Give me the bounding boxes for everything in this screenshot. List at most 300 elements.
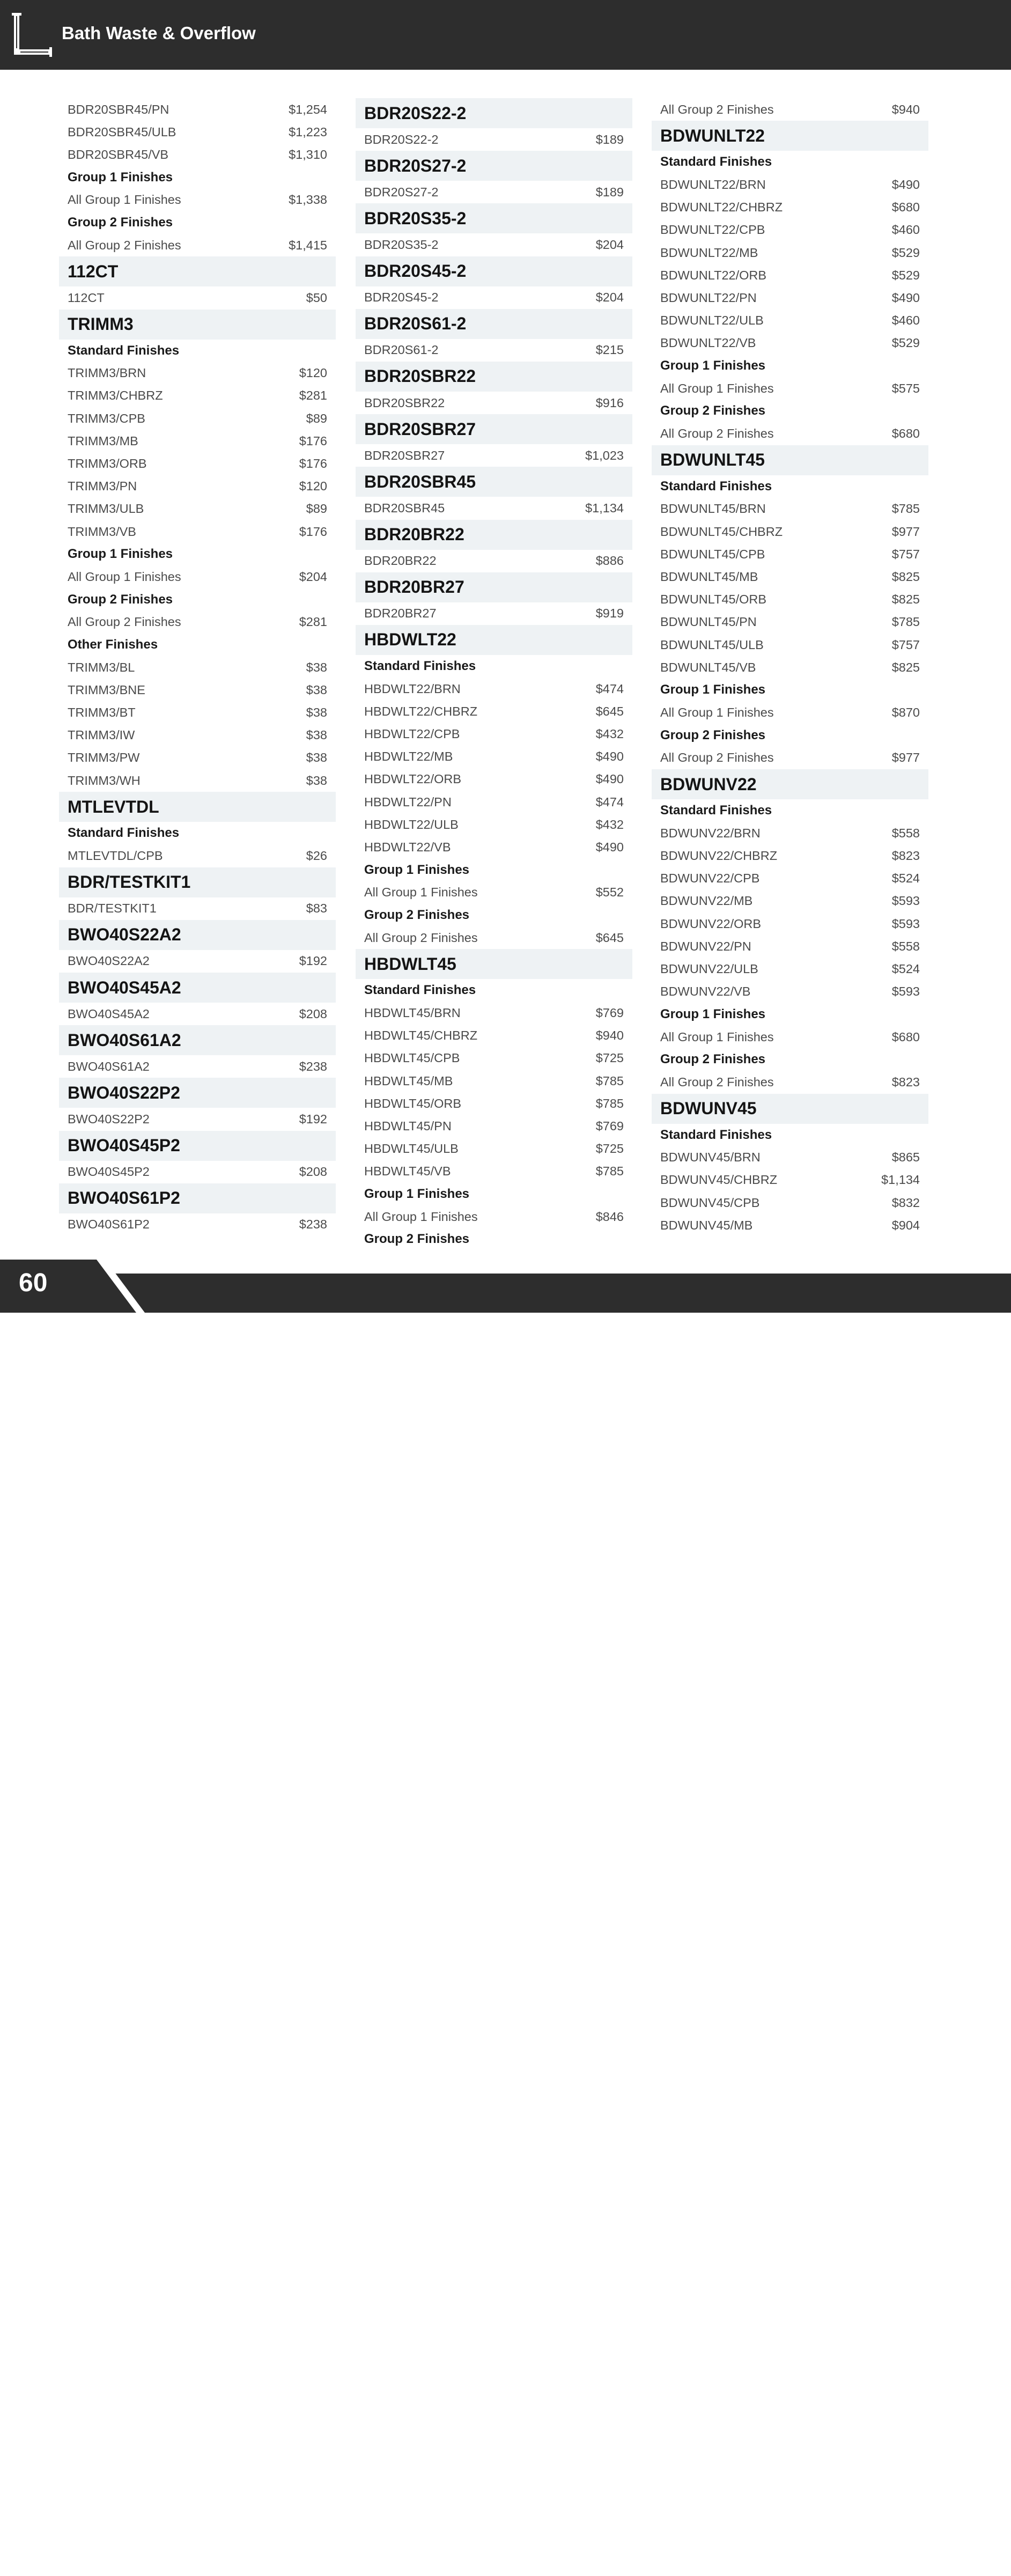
- product-price: $940: [891, 102, 920, 116]
- price-row: [59, 565, 336, 588]
- price-row: [59, 1108, 336, 1130]
- finish-group-heading: Standard Finishes: [660, 1127, 772, 1142]
- finish-group-heading: Group 2 Finishes: [68, 592, 173, 607]
- product-price: $490: [595, 772, 624, 786]
- model-heading: BDWUNLT22: [652, 121, 928, 151]
- product-code: BDWUNLT22/ULB: [660, 313, 764, 328]
- product-code: HBDWLT45/VB: [364, 1164, 451, 1179]
- product-code: All Group 1 Finishes: [364, 885, 478, 900]
- product-price: $490: [595, 840, 624, 854]
- price-row: [652, 98, 928, 121]
- product-code: BDWUNLT22/CPB: [660, 223, 765, 237]
- price-row: [59, 897, 336, 920]
- product-price: $176: [299, 457, 327, 471]
- price-row: [59, 747, 336, 769]
- finish-group-heading: Standard Finishes: [660, 479, 772, 494]
- product-code: TRIMM3/PW: [68, 750, 140, 765]
- price-row: [356, 128, 632, 151]
- finish-group-heading: Group 2 Finishes: [660, 403, 766, 418]
- product-price: $474: [595, 681, 624, 696]
- product-code: HBDWLT45/ULB: [364, 1142, 459, 1156]
- price-row: [652, 565, 928, 588]
- price-row: [356, 1205, 632, 1228]
- price-row: [652, 1191, 928, 1214]
- product-code: TRIMM3/ORB: [68, 457, 147, 471]
- model-heading: BDR20S22-2: [356, 98, 632, 128]
- product-code: All Group 1 Finishes: [68, 193, 181, 207]
- contact-info: [287, 2555, 785, 2576]
- product-price: $1,134: [881, 1173, 920, 1187]
- product-price: $725: [595, 1142, 624, 1156]
- product-code: All Group 2 Finishes: [364, 930, 478, 945]
- price-row: [59, 362, 336, 385]
- price-row: [652, 912, 928, 935]
- product-price: $865: [891, 1150, 920, 1165]
- product-price: $757: [891, 547, 920, 561]
- product-code: BDR20SBR27: [364, 448, 445, 462]
- product-code: BDWUNV22/VB: [660, 984, 751, 999]
- product-price: $176: [299, 433, 327, 448]
- product-code: BDWUNLT22/PN: [660, 290, 757, 305]
- product-code: BDR20SBR45: [364, 501, 445, 515]
- product-code: HBDWLT45/CHBRZ: [364, 1028, 478, 1043]
- product-code: TRIMM3/PN: [68, 479, 137, 494]
- product-price: $919: [595, 606, 624, 621]
- price-row: [59, 385, 336, 407]
- product-code: TRIMM3/BL: [68, 660, 135, 674]
- product-code: BDWUNLT45/ULB: [660, 637, 764, 652]
- product-code: BDWUNLT45/BRN: [660, 502, 766, 516]
- price-row: [59, 121, 336, 143]
- product-code: BDWUNLT22/VB: [660, 336, 756, 350]
- price-row: [356, 881, 632, 904]
- product-code: BDR20BR27: [364, 606, 437, 621]
- model-heading: BDR20S27-2: [356, 151, 632, 181]
- product-price: $192: [299, 954, 327, 968]
- product-code: All Group 2 Finishes: [68, 238, 181, 252]
- product-price: $38: [306, 728, 327, 742]
- price-row: [356, 1160, 632, 1183]
- price-row: [652, 981, 928, 1003]
- product-code: All Group 1 Finishes: [660, 381, 774, 395]
- model-heading: BDWUNV45: [652, 1094, 928, 1124]
- product-price: $904: [891, 1218, 920, 1232]
- product-price: $825: [891, 660, 920, 674]
- finish-group-heading: Standard Finishes: [68, 343, 180, 358]
- price-row: [356, 233, 632, 256]
- footer-email[interactable]: orders@mountainplumbing.com: [565, 2558, 772, 2573]
- page-number: 60: [19, 1269, 48, 1297]
- price-row: [652, 656, 928, 679]
- price-row: [356, 181, 632, 203]
- footer-phone: Phone: 972.456.3273: [287, 2558, 419, 2573]
- product-price: $785: [595, 1096, 624, 1110]
- product-price: $192: [299, 1112, 327, 1126]
- model-heading: BWO40S45P2: [59, 1131, 336, 1161]
- price-row: [59, 498, 336, 520]
- product-price: $38: [306, 773, 327, 787]
- product-price: $238: [299, 1059, 327, 1073]
- product-code: BDR20S61-2: [364, 343, 439, 357]
- price-row: [59, 1003, 336, 1025]
- finish-group-heading: Group 2 Finishes: [364, 1232, 470, 1247]
- price-row: [652, 634, 928, 656]
- product-code: TRIMM3/BT: [68, 705, 136, 720]
- product-price: $38: [306, 705, 327, 720]
- price-row: [356, 286, 632, 309]
- product-price: $886: [595, 554, 624, 568]
- product-price: $204: [299, 569, 327, 584]
- product-code: TRIMM3/ULB: [68, 502, 144, 516]
- price-row: [652, 1026, 928, 1048]
- product-code: All Group 1 Finishes: [68, 569, 181, 584]
- finish-group-heading: Group 1 Finishes: [660, 1006, 766, 1021]
- page-header: [0, 0, 1011, 70]
- product-price: $1,023: [585, 448, 624, 462]
- product-code: BDWUNLT22/ORB: [660, 268, 767, 282]
- product-price: $83: [306, 901, 327, 916]
- product-price: $120: [299, 479, 327, 494]
- product-code: BDWUNV22/PN: [660, 939, 751, 953]
- price-row: [59, 656, 336, 679]
- product-price: $238: [299, 1217, 327, 1232]
- product-code: BDWUNLT22/MB: [660, 245, 758, 260]
- price-column-1: [59, 98, 336, 1236]
- model-heading: BDR20SBR27: [356, 414, 632, 444]
- product-price: $460: [891, 223, 920, 237]
- price-row: [652, 935, 928, 958]
- price-row: [652, 844, 928, 867]
- price-row: [59, 950, 336, 973]
- product-price: $208: [299, 1006, 327, 1021]
- product-code: All Group 1 Finishes: [364, 1209, 478, 1224]
- product-code: All Group 2 Finishes: [660, 1074, 774, 1089]
- product-price: $524: [891, 871, 920, 886]
- price-row: [356, 1092, 632, 1115]
- product-price: $825: [891, 592, 920, 607]
- model-heading: BDR20SBR45: [356, 467, 632, 497]
- price-row: [652, 611, 928, 634]
- finish-group-heading: Standard Finishes: [660, 154, 772, 170]
- model-heading: BWO40S22P2: [59, 1078, 336, 1108]
- product-code: BDWUNLT45/CHBRZ: [660, 524, 783, 539]
- price-row: [356, 678, 632, 700]
- product-code: BDWUNLT22/BRN: [660, 177, 766, 192]
- product-price: $832: [891, 1195, 920, 1210]
- finish-group-heading: Group 2 Finishes: [660, 727, 766, 742]
- finish-group-heading: Group 1 Finishes: [68, 170, 173, 185]
- page-footer: [0, 1274, 1011, 2573]
- product-code: HBDWLT45/MB: [364, 1073, 453, 1088]
- price-row: [356, 444, 632, 467]
- product-code: TRIMM3/WH: [68, 773, 141, 787]
- product-price: $645: [595, 704, 624, 718]
- product-code: HBDWLT45/BRN: [364, 1006, 461, 1020]
- product-price: $823: [891, 1074, 920, 1089]
- price-row: [356, 1115, 632, 1137]
- product-price: $940: [595, 1028, 624, 1043]
- product-code: BDWUNV22/BRN: [660, 826, 761, 840]
- product-code: BWO40S22P2: [68, 1112, 150, 1126]
- price-row: [356, 768, 632, 791]
- product-price: $1,134: [585, 501, 624, 515]
- product-code: TRIMM3/CPB: [68, 411, 145, 425]
- price-row: [356, 602, 632, 625]
- price-row: [356, 926, 632, 949]
- model-heading: BDR20BR27: [356, 572, 632, 602]
- price-row: [652, 890, 928, 912]
- product-code: BDWUNV22/ULB: [660, 961, 758, 976]
- product-code: BDWUNLT45/CPB: [660, 547, 765, 561]
- product-code: TRIMM3/IW: [68, 728, 135, 742]
- finish-group-heading: Group 2 Finishes: [660, 1052, 766, 1067]
- product-price: $785: [891, 502, 920, 516]
- model-heading: HBDWLT22: [356, 625, 632, 655]
- price-row: [652, 196, 928, 219]
- product-code: BDR20SBR22: [364, 395, 445, 410]
- model-heading: BDR/TESTKIT1: [59, 867, 336, 897]
- model-heading: BWO40S61A2: [59, 1025, 336, 1055]
- price-row: [652, 241, 928, 264]
- product-code: BDWUNV22/ORB: [660, 916, 762, 931]
- product-price: $432: [595, 727, 624, 741]
- finish-group-heading: Group 1 Finishes: [364, 862, 470, 877]
- product-code: HBDWLT22/PN: [364, 794, 452, 809]
- price-row: [59, 475, 336, 498]
- product-price: $432: [595, 817, 624, 831]
- price-row: [356, 1138, 632, 1160]
- price-row: [652, 498, 928, 520]
- product-code: BWO40S22A2: [68, 954, 150, 968]
- product-code: TRIMM3/BNE: [68, 682, 145, 697]
- price-row: [59, 234, 336, 256]
- product-price: $189: [595, 132, 624, 146]
- product-price: $529: [891, 268, 920, 282]
- model-heading: HBDWLT45: [356, 949, 632, 979]
- product-price: $26: [306, 849, 327, 863]
- product-code: BDR20BR22: [364, 554, 437, 568]
- price-row: [59, 98, 336, 121]
- price-column-2: [356, 98, 632, 1251]
- product-code: BDR20S45-2: [364, 290, 439, 305]
- price-row: [652, 543, 928, 565]
- price-row: [356, 1070, 632, 1092]
- product-code: BWO40S61A2: [68, 1059, 150, 1073]
- product-code: BDR20SBR45/PN: [68, 102, 169, 116]
- product-price: $208: [299, 1165, 327, 1179]
- price-row: [652, 520, 928, 543]
- product-price: $89: [306, 502, 327, 516]
- finish-group-heading: Group 2 Finishes: [68, 215, 173, 230]
- product-price: $785: [595, 1073, 624, 1088]
- price-row: [59, 1161, 336, 1183]
- product-price: $769: [595, 1006, 624, 1020]
- product-code: HBDWLT22/CHBRZ: [364, 704, 478, 718]
- price-row: [356, 339, 632, 362]
- price-row: [59, 520, 336, 543]
- product-code: HBDWLT22/MB: [364, 749, 453, 764]
- model-heading: TRIMM3: [59, 310, 336, 340]
- product-price: $593: [891, 894, 920, 908]
- product-price: $490: [891, 290, 920, 305]
- product-price: $1,415: [289, 238, 327, 252]
- price-row: [59, 452, 336, 475]
- price-row: [356, 1025, 632, 1047]
- product-code: HBDWLT22/ULB: [364, 817, 459, 831]
- product-price: $680: [891, 200, 920, 215]
- product-code: HBDWLT45/PN: [364, 1119, 452, 1134]
- product-price: $977: [891, 750, 920, 765]
- price-row: [652, 588, 928, 611]
- product-price: $552: [595, 885, 624, 900]
- product-price: $593: [891, 916, 920, 931]
- product-price: $38: [306, 660, 327, 674]
- product-code: HBDWLT22/BRN: [364, 681, 461, 696]
- price-row: [59, 679, 336, 701]
- product-code: All Group 2 Finishes: [660, 750, 774, 765]
- product-price: $460: [891, 313, 920, 328]
- price-row: [652, 286, 928, 309]
- finish-group-heading: Group 2 Finishes: [364, 908, 470, 923]
- price-row: [59, 189, 336, 211]
- finish-group-heading: Standard Finishes: [68, 826, 180, 841]
- product-code: HBDWLT45/ORB: [364, 1096, 462, 1110]
- product-code: All Group 2 Finishes: [68, 615, 181, 629]
- product-price: $645: [595, 930, 624, 945]
- price-row: [356, 700, 632, 723]
- product-code: BDWUNLT45/ORB: [660, 592, 767, 607]
- product-code: BDWUNV45/BRN: [660, 1150, 761, 1165]
- price-row: [652, 1214, 928, 1237]
- product-price: $1,254: [289, 102, 327, 116]
- product-price: $870: [891, 705, 920, 720]
- product-price: $1,310: [289, 147, 327, 161]
- model-heading: 112CT: [59, 256, 336, 286]
- finish-group-heading: Group 1 Finishes: [364, 1187, 470, 1202]
- price-row: [652, 1169, 928, 1191]
- price-row: [356, 813, 632, 836]
- product-code: BDR/TESTKIT1: [68, 901, 157, 916]
- model-heading: BWO40S45A2: [59, 973, 336, 1003]
- price-row: [652, 747, 928, 769]
- model-heading: BDWUNV22: [652, 769, 928, 799]
- price-row: [652, 332, 928, 355]
- model-heading: BDR20SBR22: [356, 362, 632, 392]
- finish-group-heading: Standard Finishes: [660, 803, 772, 818]
- product-code: All Group 1 Finishes: [660, 1029, 774, 1044]
- product-price: $825: [891, 569, 920, 584]
- price-row: [59, 769, 336, 792]
- product-code: MTLEVTDL/CPB: [68, 849, 163, 863]
- product-price: $38: [306, 750, 327, 765]
- product-price: $281: [299, 615, 327, 629]
- finish-group-heading: Other Finishes: [68, 637, 158, 652]
- product-code: HBDWLT22/ORB: [364, 772, 462, 786]
- price-row: [356, 550, 632, 572]
- pipe-logo-icon: [12, 12, 55, 60]
- product-price: $1,223: [289, 124, 327, 139]
- product-code: BDWUNV45/CPB: [660, 1195, 760, 1210]
- product-price: $558: [891, 826, 920, 840]
- product-price: $680: [891, 426, 920, 441]
- price-row: [652, 219, 928, 241]
- price-row: [59, 844, 336, 867]
- product-code: BDR20SBR45/VB: [68, 147, 169, 161]
- product-price: $916: [595, 395, 624, 410]
- product-price: $823: [891, 849, 920, 863]
- product-price: $593: [891, 984, 920, 999]
- price-row: [652, 867, 928, 890]
- price-row: [59, 1213, 336, 1236]
- product-code: All Group 1 Finishes: [660, 705, 774, 720]
- product-price: $725: [595, 1051, 624, 1065]
- product-price: $529: [891, 336, 920, 350]
- price-row: [652, 310, 928, 332]
- product-code: All Group 2 Finishes: [660, 102, 774, 116]
- price-row: [652, 958, 928, 980]
- product-code: HBDWLT45/CPB: [364, 1051, 460, 1065]
- price-row: [652, 422, 928, 445]
- price-row: [652, 822, 928, 844]
- price-row: [652, 377, 928, 400]
- product-price: $846: [595, 1209, 624, 1224]
- price-row: [652, 1071, 928, 1093]
- product-price: $757: [891, 637, 920, 652]
- price-row: [356, 791, 632, 813]
- product-code: BDR20S22-2: [364, 132, 439, 146]
- product-price: $204: [595, 237, 624, 252]
- product-code: BDR20SBR45/ULB: [68, 124, 176, 139]
- product-code: BDR20S27-2: [364, 185, 439, 199]
- product-code: BDWUNV45/MB: [660, 1218, 753, 1232]
- product-price: $474: [595, 794, 624, 809]
- model-heading: MTLEVTDL: [59, 792, 336, 822]
- price-row: [59, 611, 336, 634]
- product-price: $215: [595, 343, 624, 357]
- product-price: $1,338: [289, 193, 327, 207]
- price-row: [652, 1146, 928, 1169]
- product-price: $89: [306, 411, 327, 425]
- price-row: [356, 836, 632, 858]
- footer-fax: Fax: 972.456.2719: [435, 2558, 549, 2573]
- price-row: [59, 724, 336, 747]
- product-code: 112CT: [68, 290, 105, 305]
- price-column-3: [652, 98, 928, 1237]
- product-code: TRIMM3/VB: [68, 524, 136, 539]
- product-code: BDWUNLT45/MB: [660, 569, 758, 584]
- finish-group-heading: Group 1 Finishes: [68, 547, 173, 562]
- product-code: TRIMM3/BRN: [68, 366, 146, 380]
- product-code: BDWUNV22/CHBRZ: [660, 849, 778, 863]
- finish-group-heading: Group 1 Finishes: [660, 682, 766, 697]
- price-row: [59, 407, 336, 430]
- model-heading: BDR20S35-2: [356, 203, 632, 233]
- product-price: $680: [891, 1029, 920, 1044]
- price-row: [356, 1002, 632, 1025]
- model-heading: BWO40S61P2: [59, 1183, 336, 1213]
- product-price: $785: [891, 615, 920, 629]
- product-price: $490: [891, 177, 920, 192]
- product-price: $120: [299, 366, 327, 380]
- price-row: [356, 392, 632, 414]
- model-heading: BWO40S22A2: [59, 920, 336, 950]
- product-price: $558: [891, 939, 920, 953]
- product-code: BWO40S45P2: [68, 1165, 150, 1179]
- finish-group-heading: Group 1 Finishes: [660, 358, 766, 373]
- product-price: $977: [891, 524, 920, 539]
- product-code: BDWUNV22/CPB: [660, 871, 760, 886]
- price-row: [59, 430, 336, 452]
